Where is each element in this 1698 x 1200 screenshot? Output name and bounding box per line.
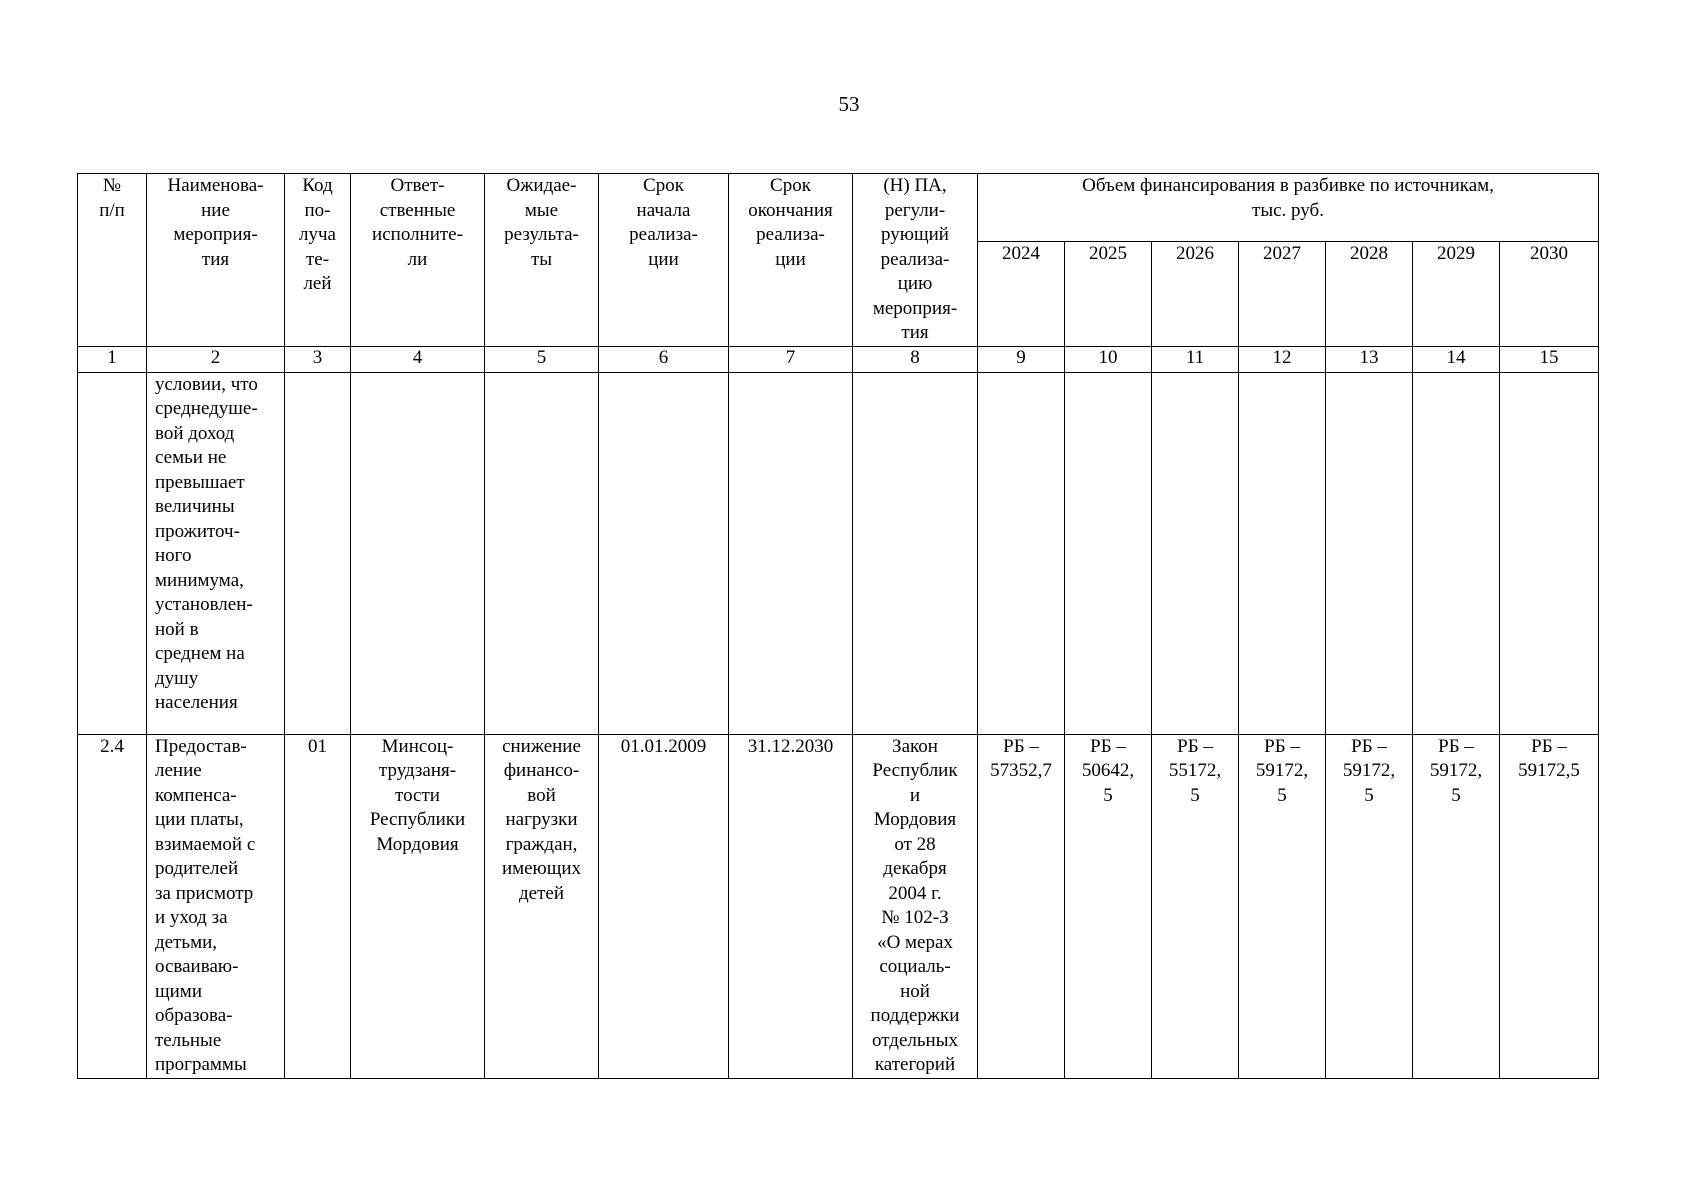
table-cell [1413, 372, 1500, 734]
column-number: 12 [1239, 346, 1326, 372]
legal-act: Закон Республик и Мордовия от 28 декабря 2004 г. № 102-З «О мерах социаль- ной поддержки отдельных категорий [853, 734, 978, 1078]
header-name: Наименова- ние мероприя- тия [147, 174, 285, 347]
header-year: 2029 [1413, 241, 1500, 346]
column-numbers-row [78, 346, 1599, 372]
table-row-continuation [78, 372, 1599, 734]
column-number: 15 [1500, 346, 1599, 372]
measure-number: 2.4 [78, 734, 147, 1078]
end-date: 31.12.2030 [729, 734, 853, 1078]
header-legal-act: (Н) ПА, регули- рующий реализа- цию мероприя- тия [853, 174, 978, 347]
funding-2029: РБ – 59172, 5 [1413, 734, 1500, 1078]
funding-2028: РБ – 59172, 5 [1326, 734, 1413, 1078]
header-year: 2025 [1065, 241, 1152, 346]
start-date: 01.01.2009 [599, 734, 729, 1078]
table-cell [729, 372, 853, 734]
header-expected-results: Ожидае- мые результа- ты [485, 174, 599, 347]
table-cell [485, 372, 599, 734]
table-cell [978, 372, 1065, 734]
column-number: 9 [978, 346, 1065, 372]
program-measures-table [77, 173, 1599, 1079]
header-year: 2027 [1239, 241, 1326, 346]
header-start-date: Срок начала реализа- ции [599, 174, 729, 347]
header-year: 2024 [978, 241, 1065, 346]
column-number: 3 [285, 346, 351, 372]
table-cell [1326, 372, 1413, 734]
header-year: 2030 [1500, 241, 1599, 346]
column-number: 10 [1065, 346, 1152, 372]
header-code: Код по- луча те- лей [285, 174, 351, 347]
column-number: 11 [1152, 346, 1239, 372]
table-cell [1152, 372, 1239, 734]
header-num: № п/п [78, 174, 147, 347]
funding-2026: РБ – 55172, 5 [1152, 734, 1239, 1078]
funding-2030: РБ – 59172,5 [1500, 734, 1599, 1078]
measure-name: Предостав- ление компенса- ции платы, взимаемой с родителей за присмотр и уход за детьми, осваиваю- щими образова- тельные программы [147, 734, 285, 1078]
table-cell [285, 372, 351, 734]
table-cell [78, 372, 147, 734]
funding-2025: РБ – 50642, 5 [1065, 734, 1152, 1078]
table-cell [351, 372, 485, 734]
table-cell [1065, 372, 1152, 734]
table-cell [1239, 372, 1326, 734]
table-cell [853, 372, 978, 734]
column-number: 5 [485, 346, 599, 372]
responsible-executor: Минсоц- трудзаня- тости Республики Мордовия [351, 734, 485, 1078]
funding-2027: РБ – 59172, 5 [1239, 734, 1326, 1078]
page-number: 53 [838, 92, 860, 116]
column-number: 2 [147, 346, 285, 372]
column-number: 4 [351, 346, 485, 372]
funding-2024: РБ – 57352,7 [978, 734, 1065, 1078]
header-responsible: Ответ- ственные исполните- ли [351, 174, 485, 347]
column-number: 1 [78, 346, 147, 372]
column-number: 7 [729, 346, 853, 372]
column-number: 14 [1413, 346, 1500, 372]
measure-name-continuation: условии, что среднедуше- вой доход семьи не превышает величины прожиточ- ного минимума, установлен- ной в среднем на душу населения [147, 372, 285, 734]
table-cell [1500, 372, 1599, 734]
column-number: 6 [599, 346, 729, 372]
header-end-date: Срок окончания реализа- ции [729, 174, 853, 347]
column-number: 8 [853, 346, 978, 372]
header-year: 2026 [1152, 241, 1239, 346]
column-number: 13 [1326, 346, 1413, 372]
recipient-code: 01 [285, 734, 351, 1078]
header-funding: Объем финансирования в разбивке по источникам, тыс. руб. [978, 174, 1599, 242]
header-row [78, 174, 1599, 242]
table-row-2-4 [78, 734, 1599, 1078]
expected-results: снижение финансо- вой нагрузки граждан, имеющих детей [485, 734, 599, 1078]
table-cell [599, 372, 729, 734]
header-year: 2028 [1326, 241, 1413, 346]
